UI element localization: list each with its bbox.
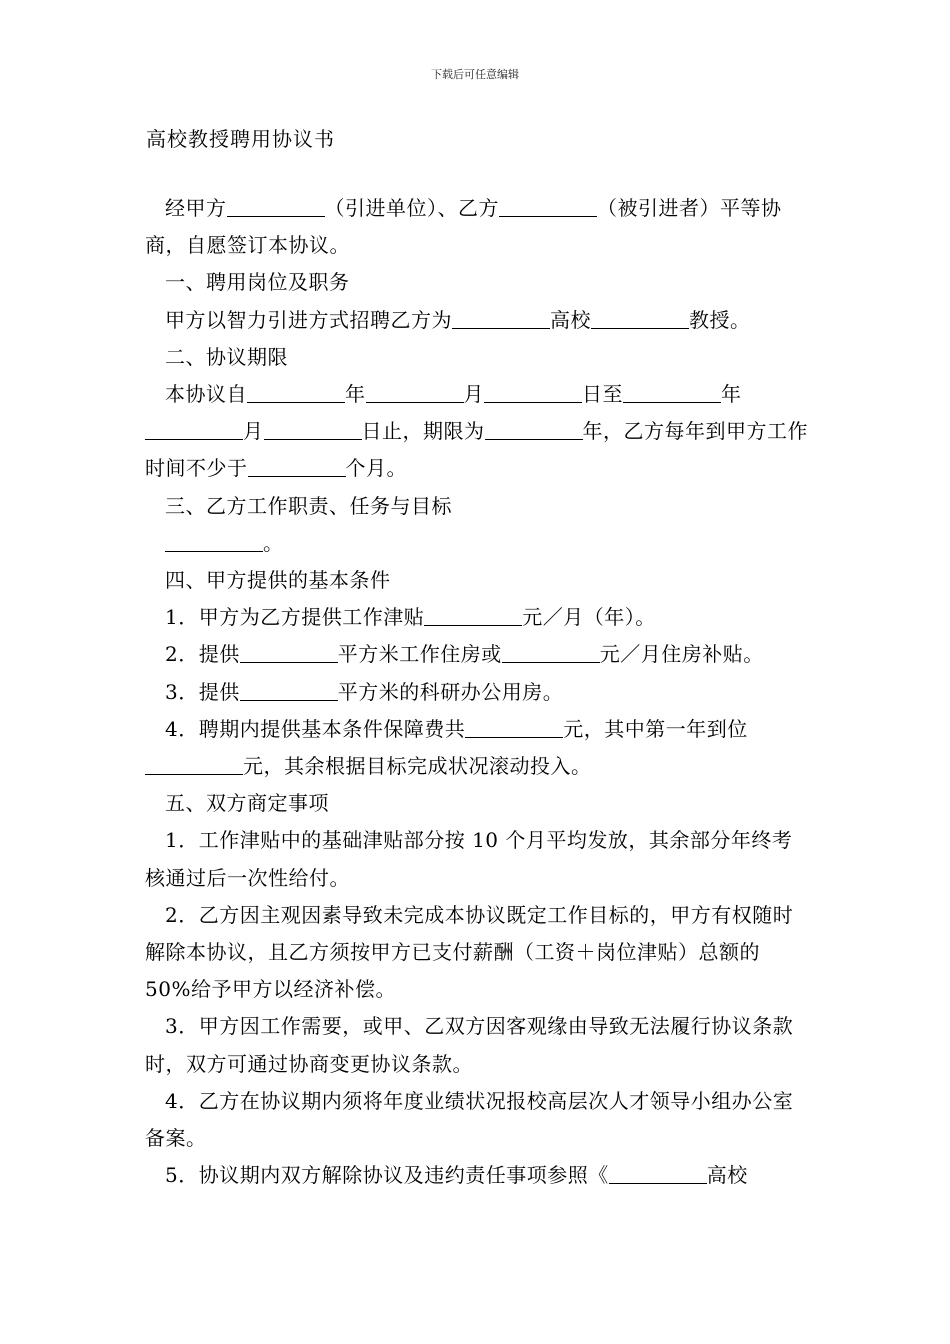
section-5-heading: 五、双方商定事项 bbox=[165, 791, 329, 816]
blank-employer[interactable] bbox=[227, 194, 325, 217]
s1-text-a: 甲方以智力引进方式招聘乙方为 bbox=[165, 307, 452, 332]
section-5-item-2: 2．乙方因主观因素导致未完成本协议既定工作目标的，甲方有权随时解除本协议，且乙方须按甲方已支付薪酬（工资＋岗位津贴）总额的 50%给予甲方以经济补偿。 bbox=[145, 902, 794, 1002]
s2-day-to-label: 日至 bbox=[582, 382, 623, 407]
s4-4-text-a: 4．聘期内提供基本条件保障费共 bbox=[165, 716, 466, 741]
blank-start-day[interactable] bbox=[484, 380, 582, 403]
blank-professor-field[interactable] bbox=[591, 306, 689, 329]
blank-end-month[interactable] bbox=[145, 417, 243, 440]
page-header-note: 下载后可任意编辑 bbox=[431, 68, 519, 81]
blank-office-area[interactable] bbox=[240, 678, 338, 701]
blank-reference-university[interactable] bbox=[609, 1161, 707, 1184]
s4-2-text-a: 2．提供 bbox=[165, 642, 240, 667]
s5-5-text-a: 5．协议期内双方解除协议及违约责任事项参照《 bbox=[165, 1163, 609, 1188]
section-5-item-4: 4．乙方在协议期内须将年度业绩状况报校高层次人才领导小组办公室备案。 bbox=[145, 1088, 794, 1151]
blank-term-years[interactable] bbox=[485, 417, 583, 440]
blank-start-month[interactable] bbox=[366, 380, 464, 403]
section-3-paragraph bbox=[145, 525, 810, 562]
section-4-item-2 bbox=[145, 636, 810, 673]
s1-text-c: 教授。 bbox=[689, 307, 751, 332]
section-4-item-1 bbox=[145, 599, 810, 636]
s4-3-text-a: 3．提供 bbox=[165, 679, 240, 704]
s4-1-text-b: 元／月（年）。 bbox=[522, 605, 656, 630]
blank-employee[interactable] bbox=[499, 194, 597, 217]
document-title: 高校教授聘用协议书 bbox=[146, 127, 335, 151]
blank-months[interactable] bbox=[248, 454, 346, 477]
intro-text-a: 经甲方 bbox=[165, 196, 227, 220]
blank-allowance[interactable] bbox=[424, 603, 522, 626]
s2-day-end-label: 日止，期限为 bbox=[361, 419, 485, 444]
blank-housing-subsidy[interactable] bbox=[502, 640, 600, 663]
section-2-heading: 二、协议期限 bbox=[165, 344, 288, 369]
section-4-heading: 四、甲方提供的基本条件 bbox=[165, 568, 391, 593]
s2-month-label: 月 bbox=[463, 382, 484, 407]
blank-first-year-fund[interactable] bbox=[145, 752, 243, 775]
s3-tail: 。 bbox=[263, 530, 284, 555]
section-5-item-1: 1．工作津贴中的基础津贴部分按 10 个月平均发放，其余部分年终考核通过后一次性给付。 bbox=[145, 828, 793, 890]
section-5-item-3: 3．甲方因工作需要，或甲、乙双方因客观缘由导致无法履行协议条款时，双方可通过协商变更协议条款。 bbox=[145, 1014, 794, 1076]
s2-end-month-label: 月 bbox=[243, 419, 264, 444]
intro-paragraph bbox=[145, 190, 810, 264]
s2-year-label: 年 bbox=[345, 382, 366, 407]
s4-4-text-b: 元，其中第一年到位 bbox=[563, 716, 748, 741]
s2-months-label: 个月。 bbox=[345, 456, 407, 481]
document-body bbox=[145, 190, 810, 1194]
s4-4-text-c: 元，其余根据目标完成状况滚动投入。 bbox=[243, 754, 592, 779]
section-1-heading: 一、聘用岗位及职务 bbox=[165, 270, 350, 295]
blank-start-year[interactable] bbox=[247, 380, 345, 403]
s4-3-text-b: 平方米的科研办公用房。 bbox=[337, 679, 564, 704]
section-1-paragraph bbox=[145, 302, 810, 339]
blank-duties[interactable] bbox=[165, 529, 263, 552]
s1-text-b: 高校 bbox=[550, 307, 591, 332]
intro-text-b: （引进单位）、乙方 bbox=[324, 196, 499, 220]
s4-2-text-b: 平方米工作住房或 bbox=[337, 642, 502, 667]
s5-5-text-b: 高校 bbox=[706, 1163, 748, 1188]
s2-yearly-text: 年，乙方每年到甲方工作时间不少于 bbox=[145, 419, 808, 481]
blank-housing-area[interactable] bbox=[240, 640, 338, 663]
blank-total-fund[interactable] bbox=[465, 715, 563, 738]
intro-text-c: （被引进者）平等协商，自愿签订本协议。 bbox=[145, 196, 782, 258]
s2-text-a: 本协议自 bbox=[165, 382, 247, 407]
section-4-item-4 bbox=[145, 711, 810, 785]
section-4-item-3 bbox=[145, 674, 810, 711]
blank-end-year[interactable] bbox=[623, 380, 721, 403]
s4-1-text-a: 1．甲方为乙方提供工作津贴 bbox=[165, 605, 425, 630]
section-5-item-5 bbox=[145, 1157, 810, 1194]
blank-end-day[interactable] bbox=[264, 417, 362, 440]
blank-university[interactable] bbox=[452, 306, 550, 329]
s2-end-year-label: 年 bbox=[721, 382, 742, 407]
section-2-paragraph bbox=[145, 376, 810, 488]
s4-2-text-c: 元／月住房补贴。 bbox=[599, 642, 764, 667]
section-3-heading: 三、乙方工作职责、任务与目标 bbox=[165, 493, 452, 518]
